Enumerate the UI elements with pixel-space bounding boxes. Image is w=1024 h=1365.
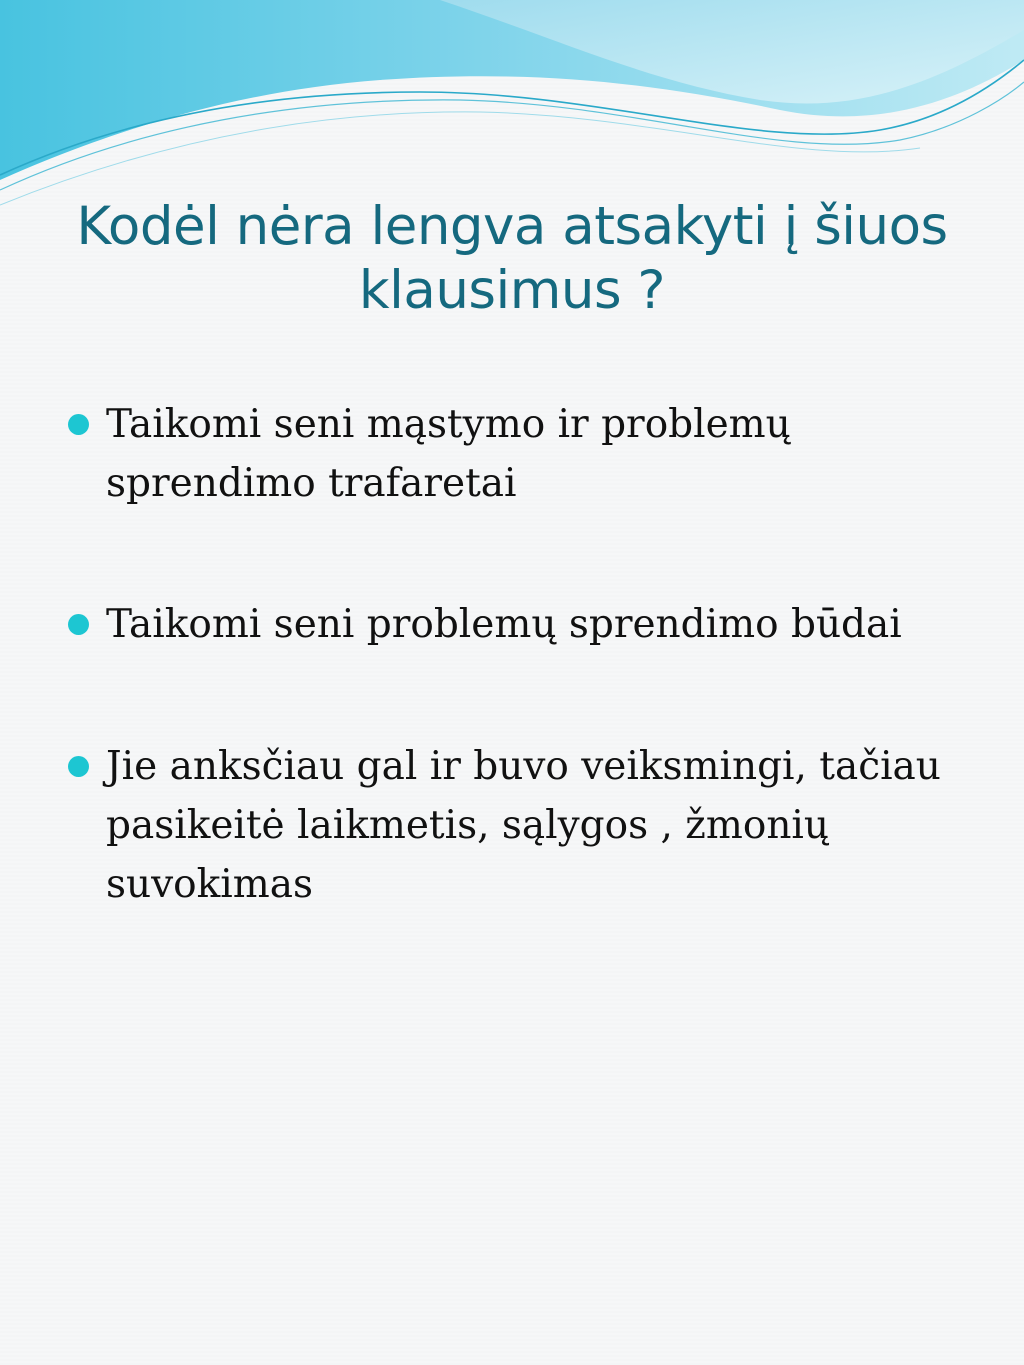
bullet-text: Taikomi seni problemų sprendimo būdai	[106, 602, 902, 647]
bullet-dot-icon	[68, 756, 89, 777]
bullet-text: Jie anksčiau gal ir buvo veiksmingi, tačiau pasikeitė laikmetis, sąlygos , žmonių suvokimas	[106, 744, 941, 907]
bullet-item	[68, 737, 968, 914]
bullet-dot-icon	[68, 414, 89, 435]
slide-title: Kodėl nėra lengva atsakyti į šiuos klausimus ?	[76, 196, 948, 321]
bullet-dot-icon	[68, 614, 89, 635]
bullet-item	[68, 595, 968, 654]
bullet-text: Taikomi seni mąstymo ir problemų sprendimo trafaretai	[106, 402, 791, 506]
decorative-wave-header	[0, 0, 1024, 220]
bullet-item	[68, 395, 968, 513]
bullet-list	[68, 395, 968, 996]
